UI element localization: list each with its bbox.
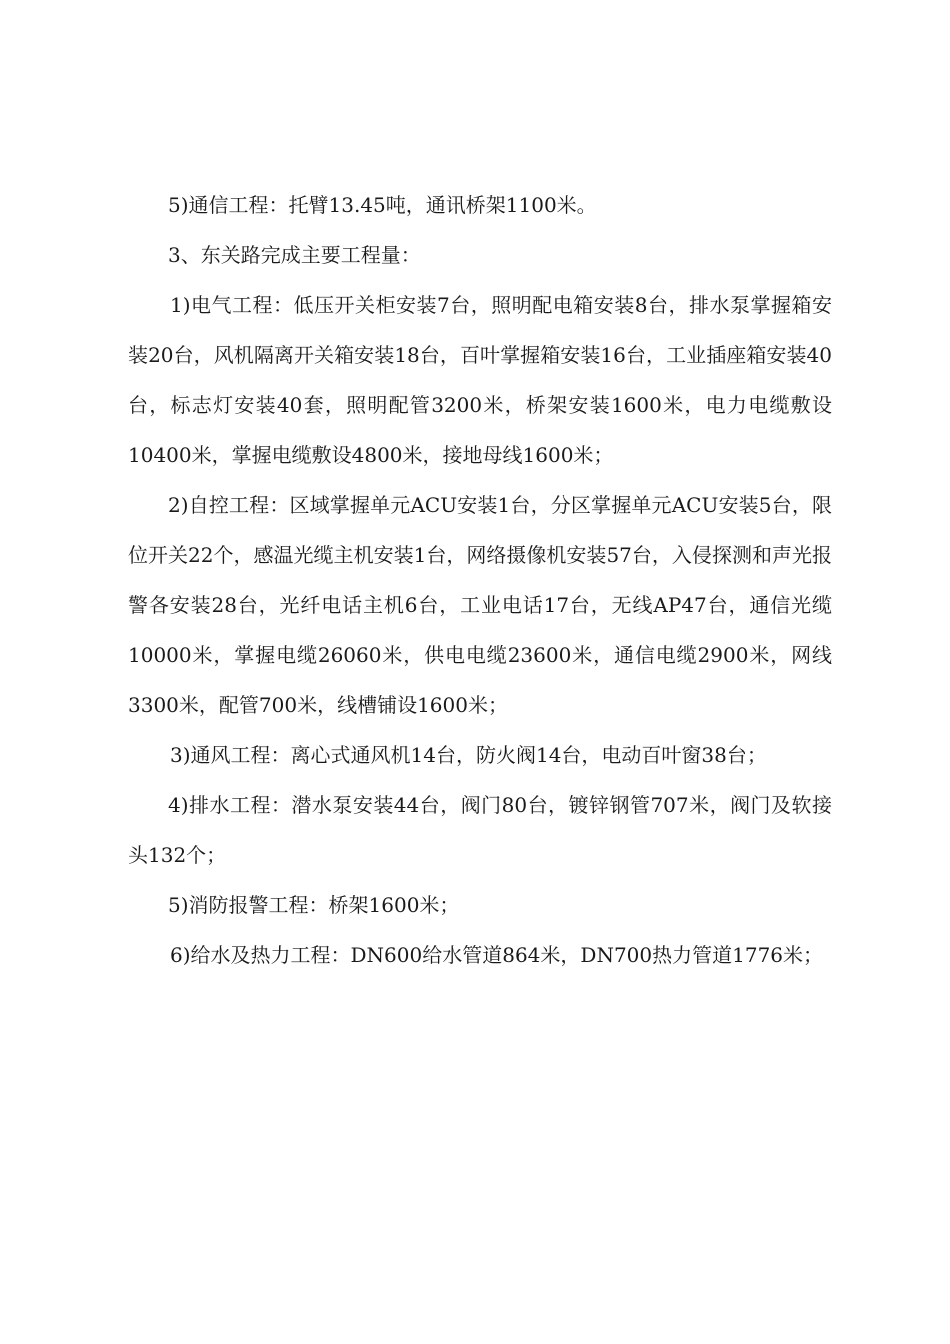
paragraph-electrical-works: 1)电气工程：低压开关柜安装7台，照明配电箱安装8台，排水泵掌握箱安装20台，风机隔离开关箱安装18台，百叶掌握箱安装16台，工业插座箱安装40台，标志灯安装40套，照明配管3200米，桥架安装1600米，电力电缆敷设10400米，掌握电缆敷设4800米，接地母线1600米； xyxy=(128,293,832,467)
paragraph-section-heading: 3、东关路完成主要工程量： xyxy=(168,243,421,267)
paragraph-drainage-works: 4)排水工程：潜水泵安装44台，阀门80台，镀锌钢管707米，阀门及软接头132个； xyxy=(128,793,832,867)
document-body xyxy=(128,180,832,980)
paragraph-fire-alarm-works: 5)消防报警工程：桥架1600米； xyxy=(168,893,460,917)
paragraph-water-heat-works: 6)给水及热力工程：DN600给水管道864米，DN700热力管道1776米； xyxy=(170,943,824,967)
paragraph-ventilation-works: 3)通风工程：离心式通风机14台，防火阀14台，电动百叶窗38台； xyxy=(170,743,767,767)
paragraph-communication-works: 5)通信工程：托臂13.45吨，通讯桥架1100米。 xyxy=(168,193,597,217)
paragraph-automation-works: 2)自控工程：区域掌握单元ACU安装1台，分区掌握单元ACU安装5台，限位开关22个，感温光缆主机安装1台，网络摄像机安装57台，入侵探测和声光报警各安装28台，光纤电话主机6台，工业电话17台，无线AP47台，通信光缆10000米，掌握电缆26060米，供电电缆23600米，通信电缆2900米，网线3300米，配管700米，线槽铺设1600米； xyxy=(128,493,832,717)
